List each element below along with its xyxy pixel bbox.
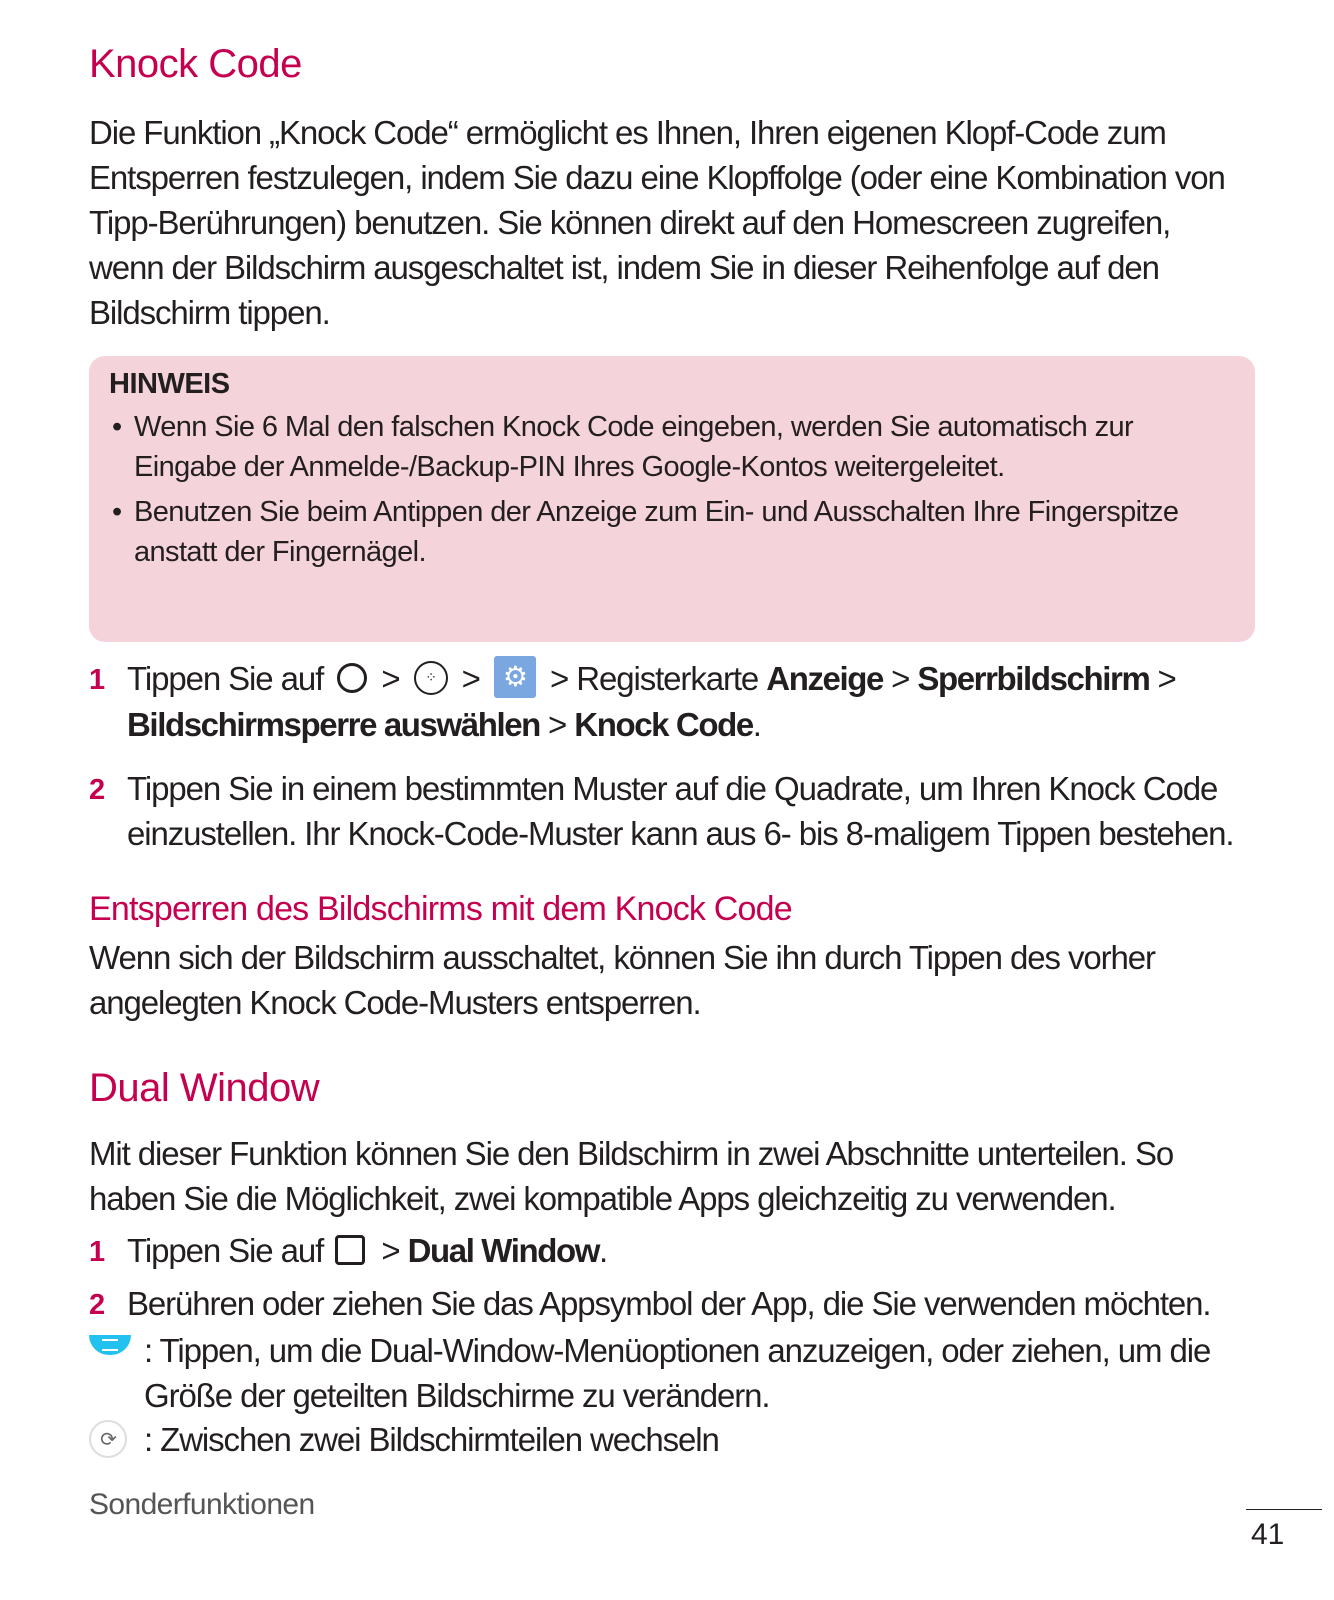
step-text: Tippen Sie auf > ⁘ > ⚙ > Registerkarte Anzeige > Sperrbildschirm > Bildschirmsperre auswählen > Knock Code. bbox=[89, 656, 1259, 747]
bullet-icon: • bbox=[112, 496, 122, 528]
handle-description: : Tippen, um die Dual-Window-Menüoptionen anzuzeigen, oder ziehen, um die Größe der geteilten Bildschirme zu verändern. bbox=[89, 1328, 1269, 1418]
note-box bbox=[89, 356, 1255, 642]
recent-apps-square-icon bbox=[335, 1235, 365, 1265]
step-text: Tippen Sie auf > Dual Window. bbox=[127, 1232, 608, 1269]
step-text: Berühren oder ziehen Sie das Appsymbol der App, die Sie verwenden möchten. bbox=[127, 1285, 1211, 1322]
step-number: 2 bbox=[89, 1289, 105, 1321]
settings-gear-icon: ⚙ bbox=[494, 656, 536, 698]
dual-step-1 bbox=[89, 1228, 1259, 1273]
unlock-subheading: Entsperren des Bildschirms mit dem Knock Code bbox=[89, 890, 792, 928]
step-text: Tippen Sie in einem bestimmten Muster auf die Quadrate, um Ihren Knock Code einzustellen. Ihr Knock-Code-Muster kann aus 6- bis 8-maligem Tippen bestehen. bbox=[127, 770, 1234, 852]
knock-step-1 bbox=[89, 656, 1259, 747]
footer-section-label: Sonderfunktionen bbox=[89, 1488, 315, 1521]
section-heading-dual-window: Dual Window bbox=[89, 1066, 320, 1110]
section-heading-knock-code: Knock Code bbox=[89, 42, 302, 86]
home-circle-icon bbox=[337, 663, 367, 693]
dual-step-2 bbox=[89, 1281, 1259, 1326]
bullet-icon: • bbox=[112, 411, 122, 443]
knock-code-intro: Die Funktion „Knock Code“ ermöglicht es Ihnen, Ihren eigenen Klopf-Code zum Entsperren festzulegen, indem Sie dazu eine Klopffolge (oder eine Kombination von Tipp-Berührungen) benutzen. Sie können direkt auf den Homescreen zugreifen, wenn der Bildschirm ausgeschaltet ist, indem Sie in dieser Reihenfolge auf den Bildschirm tippen. bbox=[89, 114, 1225, 331]
switch-windows-icon: ⟳ bbox=[89, 1420, 127, 1458]
knock-step-2 bbox=[89, 766, 1259, 856]
page-number: 41 bbox=[1251, 1518, 1285, 1551]
apps-icon: ⁘ bbox=[414, 661, 448, 695]
step-number: 1 bbox=[89, 1236, 105, 1268]
note-list bbox=[109, 407, 1235, 572]
note-item: • Wenn Sie 6 Mal den falschen Knock Code eingeben, werden Sie automatisch zur Eingabe der Anmelde-/Backup-PIN Ihres Google-Kontos weitergeleitet. bbox=[109, 407, 1235, 487]
step-number: 1 bbox=[89, 664, 105, 696]
step-number: 2 bbox=[89, 774, 105, 806]
note-item: • Benutzen Sie beim Antippen der Anzeige zum Ein- und Ausschalten Ihre Fingerspitze anstatt der Fingernägel. bbox=[109, 492, 1235, 572]
unlock-text: Wenn sich der Bildschirm ausschaltet, können Sie ihn durch Tippen des vorher angelegten Knock Code-Musters entsperren. bbox=[89, 939, 1155, 1021]
footer-divider bbox=[1246, 1509, 1322, 1510]
dual-window-intro: Mit dieser Funktion können Sie den Bildschirm in zwei Abschnitte unterteilen. So haben Sie die Möglichkeit, zwei kompatible Apps gleichzeitig zu verwenden. bbox=[89, 1135, 1174, 1217]
switch-description: ⟳ : Zwischen zwei Bildschirmteilen wechseln bbox=[89, 1417, 1269, 1462]
note-title: HINWEIS bbox=[109, 368, 230, 400]
